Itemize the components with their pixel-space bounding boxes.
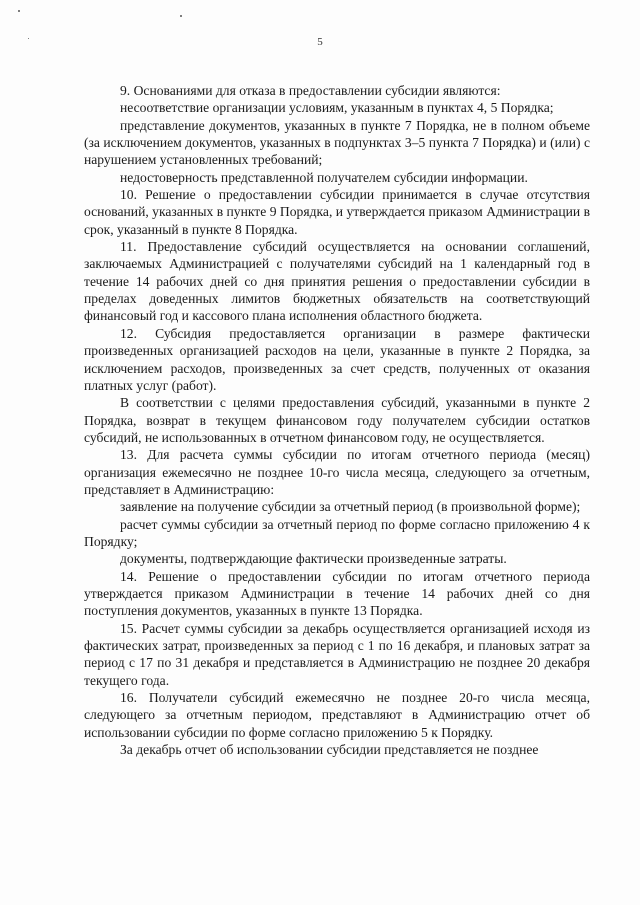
paragraph: заявление на получение субсидии за отчетный период (в произвольной форме); <box>120 499 581 515</box>
paragraph: расчет суммы субсидии за отчетный период по форме согласно приложению 4 к Порядку; <box>84 516 590 549</box>
paragraph: 16. Получатели субсидий ежемесячно не позднее 20-го числа месяца, следующего за отчетным периодом, представляют в Администрацию отчет об использовании субсидии по форме согласно приложению 5 к Порядку. <box>84 690 590 740</box>
paragraph: За декабрь отчет об использовании субсидии представляется не позднее <box>120 742 539 758</box>
paragraph: 10. Решение о предоставлении субсидии принимается в случае отсутствия оснований, указанных в пункте 9 Порядка, и утверждается приказом Администрации в срок, указанный в пункте 8 Порядка. <box>84 187 590 237</box>
paragraph: представление документов, указанных в пункте 7 Порядка, не в полном объеме (за исключением документов, указанных в подпунктах 3–5 пункта 7 Порядка) и (или) с нарушением установленных требований; <box>84 117 590 168</box>
document-body <box>84 82 590 758</box>
paragraph: 12. Субсидия предоставляется организации в размере фактически произведенных организацией расходов на цели, указанные в пункте 2 Порядка, за исключением расходов, произведенных за счет средств, полученных от оказания платных услуг (работ). <box>84 325 590 393</box>
paragraph: 14. Решение о предоставлении субсидии по итогам отчетного периода утверждается приказом Администрации в течение 14 рабочих дней со дня поступления документов, указанных в пункте 13 Порядка. <box>84 568 590 619</box>
paragraph: В соответствии с целями предоставления субсидий, указанными в пункте 2 Порядка, возврат в текущем финансовом году получателем субсидии остатков субсидий, не использованных в отчетном финансовом году, не осуществляется. <box>84 395 590 445</box>
paragraph: недостоверность представленной получателем субсидии информации. <box>120 169 528 185</box>
paragraph: 9. Основаниями для отказа в предоставлении субсидии являются: <box>120 83 501 98</box>
scan-speck <box>180 15 182 17</box>
scan-speck <box>18 10 20 12</box>
paragraph: 13. Для расчета суммы субсидии по итогам отчетного периода (месяц) организация ежемесячно не позднее 10-го числа месяца, следующего за отчетным, представляет в Администрацию: <box>84 447 590 497</box>
paragraph: несоответствие организации условиям, указанным в пунктах 4, 5 Порядка; <box>120 100 554 116</box>
paragraph: 11. Предоставление субсидий осуществляется на основании соглашений, заключаемых Администрацией с получателями субсидий на 1 календарный год в течение 14 рабочих дней со дня принятия решения о предоставлении субсидии в пределах доведенных лимитов бюджетных обязательств на соответствующий финансовый год и кассового плана исполнения областного бюджета. <box>84 239 590 324</box>
paragraph: документы, подтверждающие фактически произведенные затраты. <box>120 551 507 567</box>
page-number: 5 <box>317 36 323 48</box>
paragraph: 15. Расчет суммы субсидии за декабрь осуществляется организацией исходя из фактических затрат, произведенных за период с 1 по 16 декабря, и плановых затрат за период с 17 по 31 декабря и представляется в Администрацию не позднее 20 декабря текущего года. <box>84 620 590 688</box>
